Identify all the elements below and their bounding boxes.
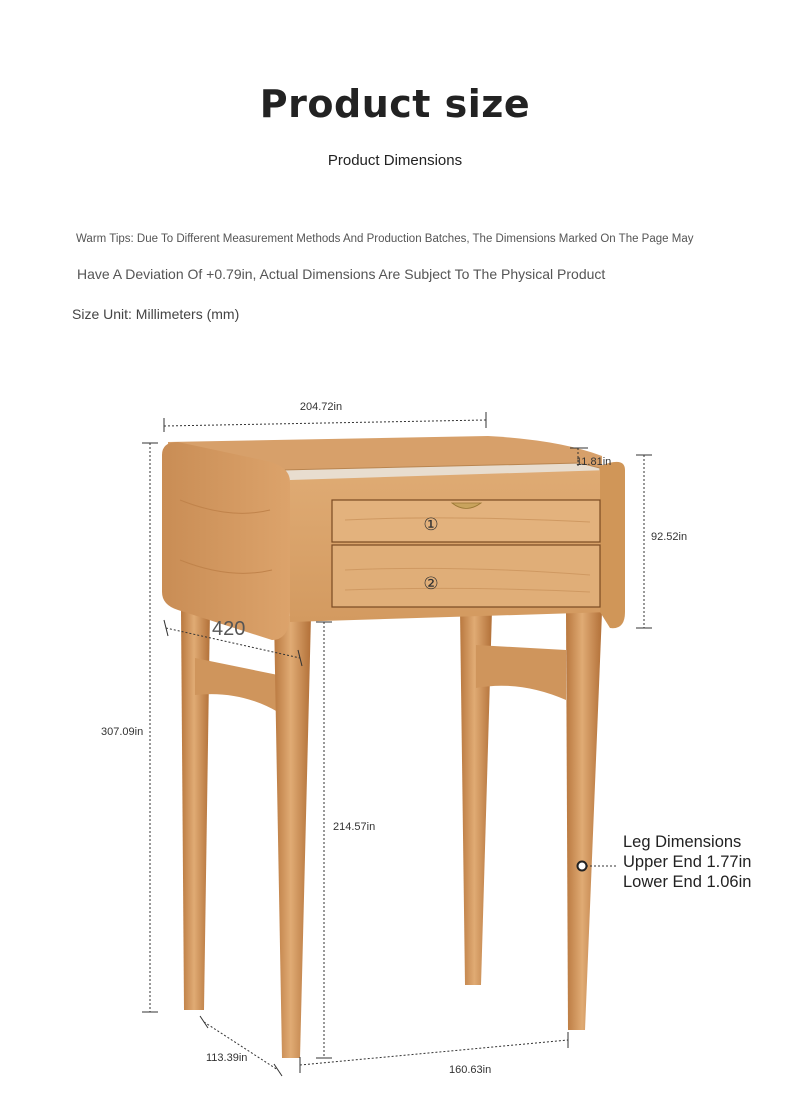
front-right-leg [566, 612, 602, 1030]
leg-marker [578, 862, 587, 871]
dim-bottom-width: 160.63in [449, 1064, 492, 1076]
drawer-2 [332, 545, 600, 607]
drawer-2-number: ② [423, 574, 439, 594]
dim-rim-height: 11.81in [576, 456, 612, 468]
dim-total-height: 307.09in [101, 726, 144, 738]
warm-tip-line-1: Warm Tips: Due To Different Measurement Methods And Production Batches, The Dimensions Marked On The Page May [76, 233, 694, 245]
nightstand-illustration [162, 436, 625, 1058]
leg-dimensions-title: Leg Dimensions [623, 833, 742, 851]
front-left-leg [274, 616, 311, 1058]
leg-lower-end: Lower End 1.06in [623, 873, 752, 891]
dim-top-width: 204.72in [299, 401, 343, 413]
dim-bottom-depth: 113.39in [206, 1052, 248, 1064]
warm-tip-line-2: Have A Deviation Of +0.79in, Actual Dimensions Are Subject To The Physical Product [77, 266, 606, 282]
dim-cabinet-height: 92.52in [651, 531, 688, 543]
dim-leg-height: 214.57in [333, 821, 376, 833]
page-title: Product size [259, 82, 531, 126]
dim-depth: 420 [212, 618, 246, 640]
drawer-1-number: ① [423, 515, 439, 535]
leg-upper-end: Upper End 1.77in [623, 853, 752, 871]
size-unit-note: Size Unit: Millimeters (mm) [72, 306, 240, 322]
left-side-panel [162, 442, 290, 640]
page-subtitle: Product Dimensions [327, 152, 463, 169]
right-side-panel [600, 462, 625, 628]
